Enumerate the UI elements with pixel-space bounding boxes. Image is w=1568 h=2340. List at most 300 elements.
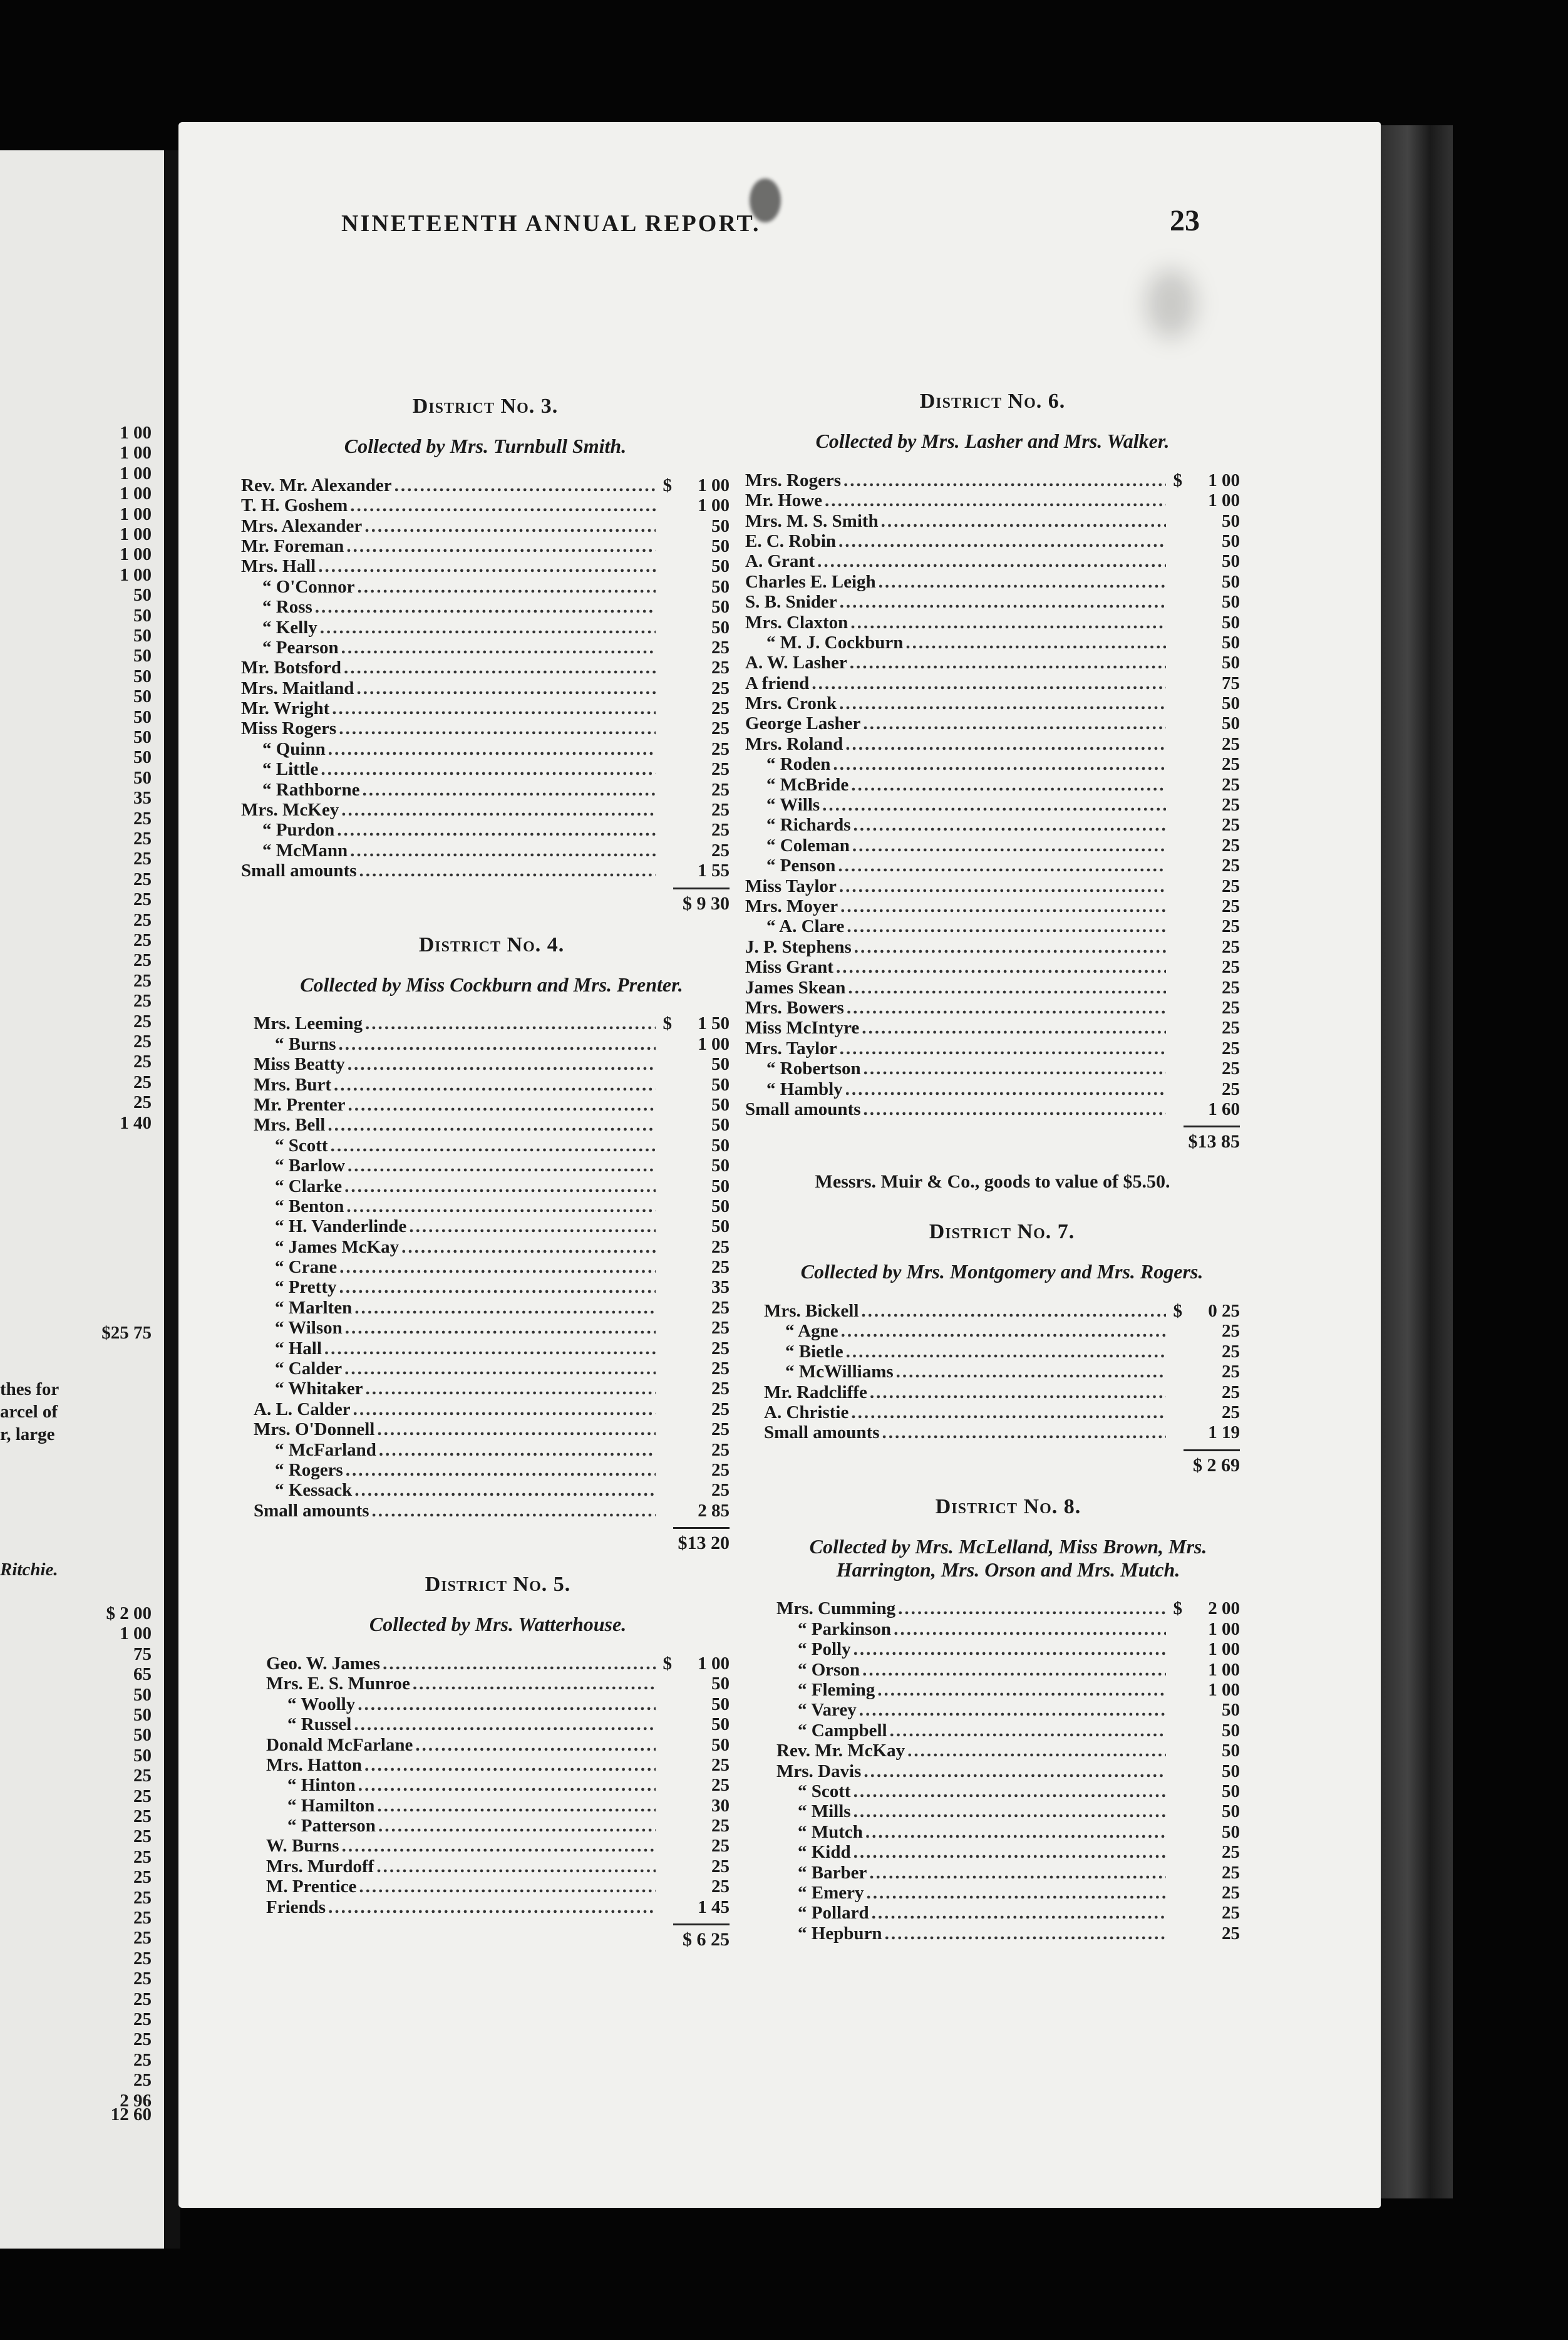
donor-name: “ James McKay [275, 1236, 400, 1257]
dot-leader [854, 937, 1166, 958]
donation-amount: 35 [711, 1277, 730, 1298]
left-amount: 25 [133, 1092, 152, 1113]
dot-leader [332, 698, 656, 719]
donation-row [254, 1501, 730, 1521]
collected-by-line-1: Collected by Mrs. McLelland, Miss Brown, Mrs. [809, 1535, 1207, 1558]
donor-name: Mrs. Cronk [745, 693, 837, 714]
district-total: $13 20 [678, 1533, 730, 1554]
donation-amount: 25 [711, 1836, 730, 1856]
left-amount: 25 [133, 950, 152, 971]
donation-amount: 25 [1222, 733, 1240, 754]
dot-leader [840, 1038, 1166, 1059]
left-amount: 25 [133, 869, 152, 889]
dot-leader [353, 1399, 656, 1420]
district-4 [254, 933, 730, 1555]
left-amount: 25 [133, 1806, 152, 1826]
donor-name: Small amounts [745, 1099, 861, 1119]
donation-row [254, 1379, 730, 1399]
dot-leader [345, 1318, 656, 1338]
dot-leader [350, 841, 656, 861]
donation-row [241, 698, 730, 718]
donation-row [776, 1923, 1240, 1944]
donation-row [745, 916, 1240, 936]
dot-leader [862, 1660, 1166, 1680]
left-amount: 1 00 [120, 564, 152, 585]
donor-name: “ McWilliams [785, 1362, 894, 1382]
dot-leader [372, 1501, 656, 1521]
dot-leader [348, 1156, 656, 1176]
donation-row [764, 1362, 1240, 1382]
donation-amount: 50 [1222, 653, 1240, 673]
donor-name: Mrs. Maitland [241, 678, 354, 698]
dollar-sign: $ [663, 1013, 672, 1034]
donor-name: “ McBride [766, 774, 849, 795]
donor-name: Mrs. McKey [241, 800, 339, 821]
dot-leader [885, 1923, 1166, 1944]
donor-name: Mrs. Rogers [745, 470, 842, 490]
donation-amount: 1 55 [698, 861, 730, 881]
donation-amount: 25 [1222, 774, 1240, 795]
donation-row [254, 1318, 730, 1338]
dot-leader [881, 511, 1166, 532]
dollar-sign: $ [663, 1653, 672, 1674]
donation-amount: 50 [1222, 531, 1240, 551]
dot-leader [854, 815, 1166, 836]
dot-leader [358, 1775, 656, 1796]
donation-row [266, 1755, 730, 1775]
donation-row [776, 1822, 1240, 1842]
donation-row [745, 815, 1240, 835]
dot-leader [812, 673, 1166, 694]
donation-row [241, 618, 730, 638]
left-amount: 1 00 [120, 1623, 152, 1644]
left-total-bottom: 12 60 [110, 2104, 152, 2125]
donation-row [254, 1399, 730, 1419]
donation-amount: 25 [1222, 1382, 1240, 1402]
left-amount: 25 [133, 991, 152, 1012]
left-amount: 25 [133, 1072, 152, 1092]
dot-leader [339, 718, 656, 739]
dot-leader [339, 1034, 656, 1055]
left-page-fragment [0, 150, 164, 2249]
donation-row [745, 1079, 1240, 1099]
donation-amount: 25 [711, 1419, 730, 1440]
donation-amount: 50 [711, 1176, 730, 1196]
dot-leader [356, 678, 656, 699]
donation-amount: 50 [711, 1216, 730, 1237]
donation-amount: 1 00 [1208, 1618, 1240, 1639]
dot-leader [342, 1836, 656, 1856]
left-amount: 75 [133, 1644, 152, 1664]
donor-name: “ Hinton [287, 1775, 356, 1796]
donation-row [266, 1694, 730, 1714]
donation-row [241, 861, 730, 881]
left-amount: 25 [133, 808, 152, 829]
donation-amount: 2 00 [1208, 1598, 1240, 1619]
dot-leader [845, 734, 1166, 755]
left-amount: 25 [133, 1948, 152, 1969]
donor-name: “ Barber [798, 1862, 867, 1883]
donation-row [776, 1680, 1240, 1700]
donation-row [254, 1156, 730, 1176]
donation-amount: 50 [1222, 1821, 1240, 1842]
donation-row [776, 1639, 1240, 1659]
donor-name: “ Varey [798, 1700, 857, 1721]
donation-row [241, 516, 730, 536]
donor-name: Mrs. Taylor [745, 1038, 837, 1059]
donation-amount: 1 00 [1208, 470, 1240, 490]
dot-leader [864, 1059, 1166, 1079]
donation-amount: 25 [711, 1460, 730, 1480]
dot-leader [377, 1796, 656, 1816]
report-title: NINETEENTH ANNUAL REPORT. [341, 210, 761, 237]
dot-leader [341, 638, 656, 658]
donation-amount: 25 [1222, 1842, 1240, 1863]
donor-name: “ Mills [798, 1801, 851, 1822]
donation-row [776, 1741, 1240, 1761]
donation-amount: 25 [711, 1399, 730, 1419]
left-amount: 25 [133, 1867, 152, 1888]
donation-amount: 25 [711, 1439, 730, 1460]
donation-amount: 25 [1222, 1362, 1240, 1382]
left-amount: 25 [133, 2009, 152, 2029]
donation-row [241, 678, 730, 698]
dollar-sign: $ [1173, 1598, 1182, 1619]
donor-name: Mrs. Claxton [745, 612, 848, 633]
donation-row [241, 841, 730, 861]
donor-name: “ Polly [798, 1639, 851, 1660]
donation-amount: 1 00 [698, 475, 730, 495]
left-amount: 25 [133, 2070, 152, 2091]
dot-leader [364, 516, 656, 537]
district-7 [764, 1220, 1240, 1476]
donation-row [266, 1654, 730, 1674]
district-total: $ 2 69 [1193, 1454, 1240, 1476]
donor-name: Mrs. O'Donnell [254, 1419, 375, 1440]
donation-row [266, 1735, 730, 1755]
donation-amount: 25 [711, 1877, 730, 1897]
donation-amount: 25 [711, 1379, 730, 1399]
donation-row [745, 531, 1240, 551]
goods-note: Messrs. Muir & Co., goods to value of $5.50. [815, 1171, 1170, 1193]
donation-amount: 50 [711, 536, 730, 556]
donor-name: “ Benton [275, 1196, 344, 1216]
donor-name: Mrs. Bickell [764, 1301, 859, 1322]
dot-leader [415, 1735, 656, 1756]
dot-leader [862, 1018, 1166, 1038]
dot-leader [854, 1842, 1166, 1863]
donor-name: “ Wilson [275, 1318, 343, 1338]
dot-leader [346, 536, 656, 557]
total-rule [1184, 1449, 1240, 1451]
donation-row [266, 1856, 730, 1877]
dot-leader [358, 1694, 656, 1715]
donation-row [776, 1619, 1240, 1639]
donor-name: “ Mutch [798, 1821, 863, 1842]
donor-name: “ McMann [262, 840, 348, 861]
left-amount: 25 [133, 2029, 152, 2050]
donor-name: “ Crane [275, 1257, 338, 1278]
left-amount: 35 [133, 788, 152, 809]
donor-name: Mrs. Bowers [745, 997, 844, 1018]
district-heading: District No. 7. [929, 1220, 1075, 1244]
donation-row [745, 693, 1240, 713]
donation-row [745, 511, 1240, 531]
donor-name: Mrs. Burt [254, 1074, 332, 1095]
total-rule [673, 1527, 730, 1529]
left-amount: 25 [133, 930, 152, 950]
donation-row [745, 490, 1240, 510]
donation-amount: 25 [1222, 876, 1240, 896]
donation-row [254, 1298, 730, 1318]
left-amount: 25 [133, 1766, 152, 1786]
donation-row [254, 1480, 730, 1500]
dot-leader [328, 1897, 656, 1918]
donation-row [241, 475, 730, 495]
donation-row [254, 1237, 730, 1257]
donor-name: Charles E. Leigh [745, 571, 876, 592]
dot-leader [847, 916, 1166, 937]
donation-amount: 25 [711, 1856, 730, 1877]
dot-leader [324, 1338, 656, 1359]
donation-amount: 25 [711, 840, 730, 861]
donor-name: Mrs. Alexander [241, 515, 363, 536]
donation-row [745, 876, 1240, 896]
donor-name: “ Penson [766, 856, 836, 876]
dot-leader [320, 618, 656, 638]
donor-name: “ Quinn [262, 738, 326, 759]
dot-leader [839, 693, 1166, 714]
right-column [745, 390, 1240, 1944]
donation-amount: 25 [711, 1816, 730, 1836]
dot-leader [852, 836, 1166, 856]
total-rule [673, 1923, 730, 1925]
left-amount: 50 [133, 646, 152, 666]
donation-row [745, 856, 1240, 876]
left-amount: 1 00 [120, 463, 152, 484]
donation-amount: 25 [711, 1236, 730, 1257]
collected-by: Collected by Mrs. Watterhouse. [369, 1613, 627, 1636]
donation-amount: 1 00 [1208, 1679, 1240, 1700]
donor-name: Small amounts [254, 1500, 369, 1521]
donor-name: A. L. Calder [254, 1399, 351, 1419]
donation-amount: 50 [711, 597, 730, 618]
donation-row [241, 800, 730, 820]
left-amount: 1 00 [120, 443, 152, 463]
donation-row [254, 1054, 730, 1074]
donor-name: Geo. W. James [266, 1653, 381, 1674]
donation-row [764, 1422, 1240, 1442]
donor-name: “ Orson [798, 1659, 860, 1680]
donor-name: J. P. Stephens [745, 936, 852, 957]
donation-row [776, 1761, 1240, 1781]
donation-amount: 25 [1222, 1402, 1240, 1423]
left-amount: 1 00 [120, 524, 152, 544]
dot-leader [825, 490, 1166, 511]
dot-leader [346, 1460, 656, 1481]
donor-name: Miss McIntyre [745, 1018, 860, 1038]
donation-amount: 25 [1222, 936, 1240, 957]
donor-name: “ Whitaker [275, 1379, 363, 1399]
donation-row [254, 1440, 730, 1460]
donation-row [254, 1115, 730, 1135]
donation-list [266, 1654, 730, 1917]
left-text-line: arcel of [0, 1402, 58, 1422]
left-amount: 25 [133, 1826, 152, 1847]
donation-amount: 25 [711, 738, 730, 759]
dot-leader [865, 1822, 1166, 1843]
left-amount: 50 [133, 707, 152, 727]
dot-leader [838, 856, 1166, 876]
donor-name: Mrs. Hall [241, 556, 316, 577]
donation-amount: 25 [711, 1754, 730, 1775]
donation-row [266, 1877, 730, 1897]
page-header [341, 204, 1218, 254]
collected-by [776, 1535, 1240, 1582]
dot-leader [395, 475, 656, 496]
donation-amount: 25 [711, 1257, 730, 1278]
donor-name: Miss Grant [745, 957, 833, 978]
donation-row [764, 1301, 1240, 1321]
donor-name: Mrs. Bell [254, 1115, 326, 1136]
donor-name: “ Scott [275, 1135, 328, 1156]
donor-name: “ Burns [275, 1033, 336, 1054]
left-amount: 50 [133, 605, 152, 626]
left-amount: 1 00 [120, 504, 152, 524]
donor-name: S. B. Snider [745, 592, 837, 613]
donor-name: “ Roden [766, 754, 831, 775]
donation-row [745, 653, 1240, 673]
donation-amount: 30 [711, 1795, 730, 1816]
donation-row [776, 1598, 1240, 1618]
donation-row [241, 658, 730, 678]
donor-name: Small amounts [764, 1422, 880, 1443]
dot-leader [344, 1176, 656, 1197]
donor-name: Miss Rogers [241, 718, 337, 739]
dot-leader [851, 775, 1166, 795]
donor-name: “ Parkinson [798, 1618, 892, 1639]
dot-leader [863, 713, 1166, 734]
dot-leader [321, 759, 656, 780]
dot-leader [359, 1877, 656, 1897]
dot-leader [817, 551, 1166, 572]
dollar-sign: $ [1173, 470, 1182, 490]
dot-leader [357, 577, 656, 598]
donor-name: “ Kessack [275, 1480, 353, 1501]
donation-amount: 25 [711, 1338, 730, 1359]
dot-leader [341, 800, 656, 821]
dot-leader [839, 876, 1166, 897]
donation-amount: 50 [711, 1734, 730, 1755]
donation-amount: 1 00 [1208, 490, 1240, 511]
dot-leader [365, 1379, 656, 1399]
dot-leader [377, 1419, 656, 1440]
donation-row [745, 754, 1240, 774]
donation-amount: 2 85 [698, 1500, 730, 1521]
left-column [241, 395, 730, 1969]
donation-row [776, 1660, 1240, 1680]
donation-amount: 25 [1222, 896, 1240, 916]
donation-amount: 50 [711, 576, 730, 597]
donation-row [254, 1359, 730, 1379]
donor-name: A. Christie [764, 1402, 849, 1423]
dot-leader [851, 1402, 1166, 1423]
donation-row [745, 713, 1240, 733]
donation-row [241, 820, 730, 840]
donation-amount: 50 [1222, 632, 1240, 653]
donation-amount: 25 [1222, 1018, 1240, 1038]
left-amount: 25 [133, 849, 152, 869]
dot-leader [890, 1721, 1166, 1741]
donor-name: “ Emery [798, 1882, 864, 1903]
donation-amount: 25 [1222, 1882, 1240, 1903]
left-amount: 25 [133, 1032, 152, 1052]
donation-amount: 75 [1222, 673, 1240, 693]
donation-amount: 25 [711, 678, 730, 698]
donation-row [254, 1460, 730, 1480]
donation-amount: 1 19 [1208, 1422, 1240, 1443]
donor-name: Rev. Mr. McKay [776, 1741, 905, 1761]
donation-amount: 1 60 [1208, 1099, 1240, 1119]
donation-amount: 25 [1222, 1923, 1240, 1944]
dot-leader [365, 1013, 656, 1034]
donor-name: “ Rathborne [262, 779, 360, 800]
donation-amount: 50 [1222, 1700, 1240, 1721]
donation-amount: 25 [1222, 1079, 1240, 1099]
donation-amount: 50 [1222, 1781, 1240, 1801]
donation-amount: 1 00 [698, 1653, 730, 1674]
donation-amount: 50 [1222, 693, 1240, 714]
dot-leader [344, 658, 656, 678]
dot-leader [337, 820, 656, 841]
donation-row [266, 1714, 730, 1734]
donation-row [254, 1176, 730, 1196]
dot-leader [378, 1816, 656, 1836]
donation-row [241, 577, 730, 597]
donor-name: “ Wills [766, 795, 820, 815]
donor-name: Mrs. Davis [776, 1761, 862, 1781]
left-amount: 25 [133, 1969, 152, 1989]
donation-row [764, 1402, 1240, 1422]
donation-row [745, 1059, 1240, 1079]
donor-name: “ Purdon [262, 820, 335, 841]
donation-row [745, 937, 1240, 957]
donation-row [241, 536, 730, 556]
donation-row [241, 759, 730, 779]
donation-row [776, 1721, 1240, 1741]
donor-name: M. Prentice [266, 1877, 357, 1897]
donor-name: “ H. Vanderlinde [275, 1216, 407, 1237]
left-amount: 50 [133, 585, 152, 606]
dot-leader [339, 1257, 656, 1278]
donation-amount: 50 [711, 617, 730, 638]
donor-name: Mrs. Cumming [776, 1598, 896, 1619]
donation-amount: 50 [711, 1714, 730, 1735]
donor-name: Friends [266, 1897, 326, 1917]
donation-amount: 25 [1222, 1321, 1240, 1342]
donor-name: Mrs. Murdoff [266, 1856, 374, 1877]
total-rule [1184, 1126, 1240, 1127]
donation-amount: 50 [1222, 1761, 1240, 1781]
donation-amount: 50 [1222, 571, 1240, 592]
donor-name: Mrs. Roland [745, 733, 843, 754]
donation-amount: 25 [1222, 1059, 1240, 1079]
donation-amount: 25 [1222, 1038, 1240, 1059]
left-heading-fragment: Ritchie. [0, 1560, 58, 1580]
donation-amount: 50 [711, 1094, 730, 1115]
donation-row [764, 1321, 1240, 1341]
donor-name: “ Barlow [275, 1156, 345, 1176]
